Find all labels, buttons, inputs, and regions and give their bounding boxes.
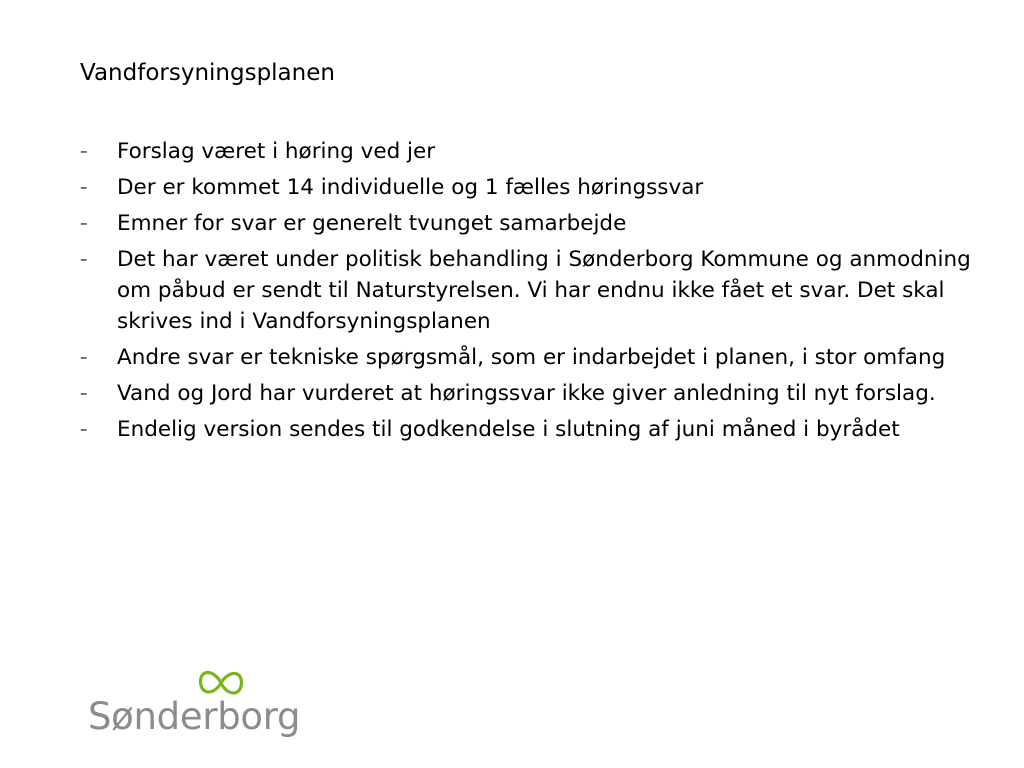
bullet-text: Det har været under politisk behandling i Sønderborg Kommune og anmodning om påbud er sendt til Naturstyrelsen. Vi har endnu ikke fået et svar. Det skal skrives ind i Vandforsyningsplanen xyxy=(117,247,971,334)
bullet-text: Endelig version sendes til godkendelse i slutning af juni måned i byrådet xyxy=(117,417,900,442)
bullet-marker: – xyxy=(80,214,88,232)
bullet-item xyxy=(80,244,980,337)
bullet-marker: – xyxy=(80,142,88,160)
bullet-marker: – xyxy=(80,250,88,268)
slide-title: Vandforsyningsplanen xyxy=(80,60,335,86)
bullet-item xyxy=(80,172,980,203)
bullet-marker: – xyxy=(80,384,88,402)
bullet-text: Vand og Jord har vurderet at høringssvar ikke giver anledning til nyt forslag. xyxy=(117,381,936,406)
bullet-marker: – xyxy=(80,348,88,366)
bullet-marker: – xyxy=(80,178,88,196)
bullet-text: Emner for svar er generelt tvunget samarbejde xyxy=(117,211,627,236)
bullet-text: Andre svar er tekniske spørgsmål, som er indarbejdet i planen, i stor omfang xyxy=(117,345,946,370)
bullet-item xyxy=(80,342,980,373)
bullet-item xyxy=(80,414,980,445)
bullet-list xyxy=(80,136,980,450)
bullet-item xyxy=(80,208,980,239)
bullet-item xyxy=(80,136,980,167)
bullet-text: Der er kommet 14 individuelle og 1 fælles høringssvar xyxy=(117,175,704,200)
logo-text: Sønderborg xyxy=(88,695,301,738)
bullet-marker: – xyxy=(80,420,88,438)
bullet-text: Forslag været i høring ved jer xyxy=(117,139,436,164)
sonderborg-logo xyxy=(88,668,301,748)
bullet-item xyxy=(80,378,980,409)
